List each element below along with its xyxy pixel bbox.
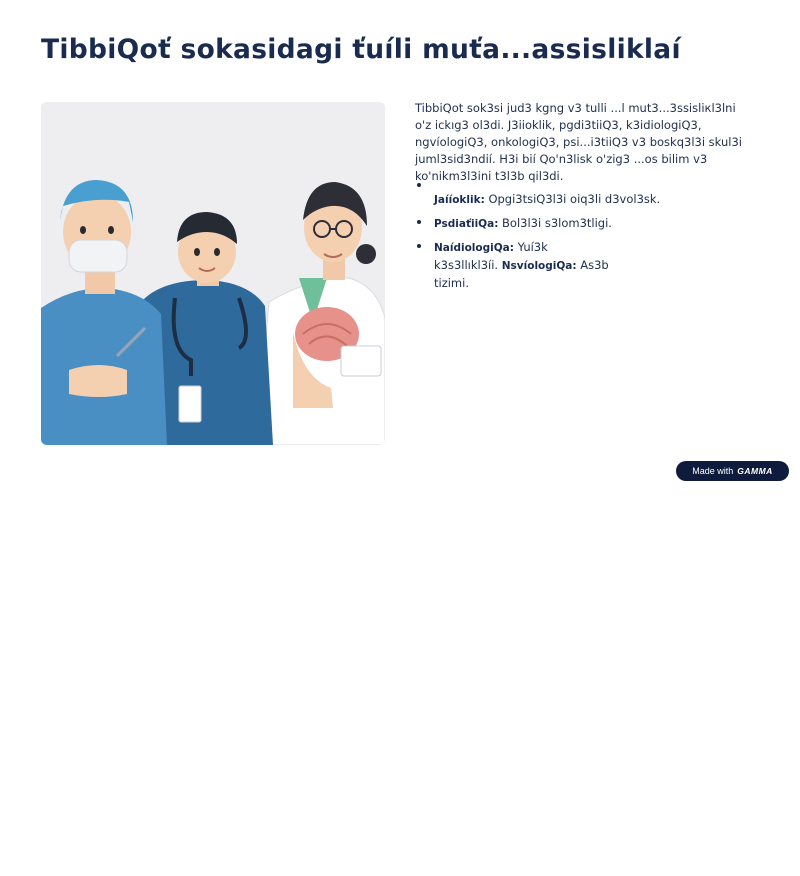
badge-label: Made with: [692, 466, 734, 476]
list-item-desc: Opgi3tsiQ3l3i oiq3li d3vol3sk.: [488, 192, 661, 206]
content-column: [415, 100, 755, 292]
intro-paragraph: TibbiQot sok3si jud3 kgng v3 tulli ...l mut3...3ssisliкl3lni o'z ickıg3 ol3di. J3iioklik, pgdi3tiiQ3, k3idiologiQ3, ngvíologiQ3, onkologiQ3, psi...i3tiiQ3 v3 boskq3l3i skul3i juml3sid3ndií. H3i bií Qo'n3lisk o'zig3 ...os bilim v3 ko'nikm3l3ini t3l3b qil3di.: [415, 101, 742, 183]
list-item-term: PsdiaťiiQa:: [434, 218, 499, 230]
bullet-icon: [417, 220, 421, 224]
list-item: [415, 215, 755, 233]
list-item-term: NsvíologiQa:: [501, 260, 577, 272]
specialty-list: [415, 191, 755, 292]
page-title: TibbiQoť sokasidagi ťuíli muťa...assisliklaí: [41, 34, 681, 65]
list-item-desc: Bol3l3i s3lom3tligi.: [502, 216, 612, 230]
bullet-icon: [417, 244, 421, 248]
gamma-logo: GAMMA: [737, 466, 773, 476]
list-item: [415, 239, 609, 292]
list-item-desc: As3b tizimi.: [434, 258, 609, 290]
list-item: [415, 191, 755, 209]
made-with-gamma-badge[interactable]: [676, 461, 789, 481]
list-item-term: Jaííoklik:: [434, 194, 485, 206]
list-item-term: NaídiologiQa:: [434, 242, 514, 254]
list-item-desc: Yuí3k k3s3llıkl3íi.: [434, 240, 548, 272]
bullet-icon: [417, 183, 421, 187]
medical-staff-illustration: [41, 102, 385, 445]
